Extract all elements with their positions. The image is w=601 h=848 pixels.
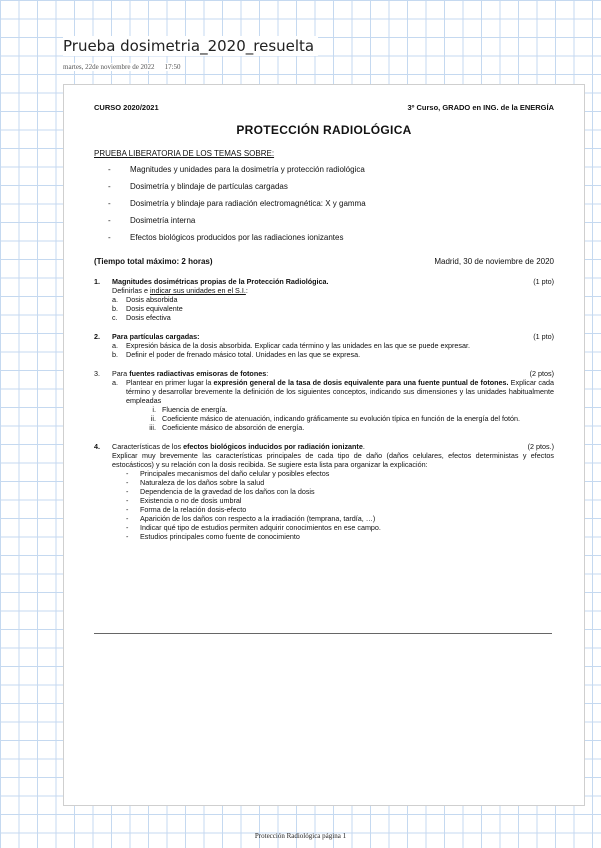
topic-item: - Magnitudes y unidades para la dosimetría y protección radiológica	[108, 165, 365, 174]
question-number: 3.	[94, 369, 100, 378]
topic-item: - Dosimetría interna	[108, 216, 196, 225]
page-footer: Protección Radiológica página 1	[254, 832, 347, 840]
question-2	[94, 332, 554, 359]
list-item: iii. Coeficiente másico de absorción de energía.	[149, 423, 305, 432]
list-item: - Forma de la relación dosis-efecto	[126, 505, 247, 514]
document-header-row	[94, 103, 554, 113]
list-item: b. Definir el poder de frenado másico total. Unidades en las que se expresa.	[112, 350, 361, 359]
list-item: - Estudios principales como fuente de conocimiento	[126, 532, 300, 541]
time-limit: (Tiempo total máximo: 2 horas)	[94, 257, 213, 266]
list-item: - Naturaleza de los daños sobre la salud	[126, 478, 265, 487]
question-4-body: Explicar muy brevemente las características principales de cada tipo de daño (daños celulares, efectos deterministas y efectos estocásticos) y su relación con la dosis recibida. Se sugiere esta lista para organizar la explicación:	[112, 451, 554, 469]
note-date	[63, 63, 185, 71]
divider	[94, 633, 552, 634]
question-title: Magnitudes dosimétricas propias de la Protección Radiológica.	[112, 277, 329, 286]
list-item: - Indicar qué tipo de estudios permiten adquirir conocimientos en ese campo.	[126, 523, 381, 532]
note-time-text: 17:50	[164, 63, 181, 71]
note-header	[63, 36, 583, 74]
list-item: - Dependencia de la gravedad de los daños con la dosis	[126, 487, 315, 496]
document-content	[94, 103, 554, 541]
note-title[interactable]: Prueba dosimetria_2020_resuelta	[63, 36, 318, 56]
question-title: Para fuentes radiactivas emisoras de fotones:	[112, 369, 269, 378]
list-item: i. Fluencia de energía.	[152, 405, 228, 414]
list-item: a. Expresión básica de la dosis absorbida. Explicar cada término y las unidades en las que se puede expresar.	[112, 341, 471, 350]
list-item: b. Dosis equivalente	[112, 304, 183, 313]
document-title: PROTECCIÓN RADIOLÓGICA	[236, 123, 412, 137]
list-item: - Principales mecanismos del daño celular y posibles efectos	[126, 469, 330, 478]
question-3	[94, 369, 554, 432]
question-points: (1 pto)	[533, 332, 554, 341]
topic-item: - Dosimetría y blindaje de partículas cargadas	[108, 182, 288, 191]
embedded-document-page	[63, 84, 585, 806]
degree-label: 3º Curso, GRADO en ING. de la ENERGÍA	[407, 103, 554, 112]
question-number: 1.	[94, 277, 100, 286]
question-1-intro: Definirlas e indicar sus unidades en el S.I.:	[112, 286, 248, 295]
list-item: - Aparición de los daños con respecto a la irradiación (temprana, tardía, …)	[126, 514, 376, 523]
list-item: c. Dosis efectiva	[112, 313, 171, 322]
place-date: Madrid, 30 de noviembre de 2020	[434, 257, 554, 266]
question-4	[94, 442, 554, 541]
question-points: (1 pto)	[533, 277, 554, 286]
intro-heading: PRUEBA LIBERATORIA DE LOS TEMAS SOBRE:	[94, 149, 275, 158]
list-item: a. Dosis absorbida	[112, 295, 178, 304]
time-row	[94, 257, 554, 267]
question-number: 4.	[94, 442, 100, 451]
question-title: Para partículas cargadas:	[112, 332, 200, 341]
note-date-text: martes, 22de noviembre de 2022	[63, 63, 155, 71]
question-title: Características de los efectos biológicos inducidos por radiación ionizante.	[112, 442, 365, 451]
topic-item: - Dosimetría y blindaje para radiación electromagnética: X y gamma	[108, 199, 366, 208]
topic-list	[108, 165, 554, 243]
bullet-list	[126, 469, 554, 541]
question-points: (2 ptos.)	[527, 442, 554, 451]
course-label: CURSO 2020/2021	[94, 103, 159, 112]
list-item: a. Plantear en primer lugar la expresión general de la tasa de dosis equivalente para una fuente puntual de fotones. Explicar cada término y desarrollar brevemente la definición de los siguientes conceptos, indicando sus dimensiones y las unidades habitualmente empleadas	[112, 378, 554, 405]
question-number: 2.	[94, 332, 100, 341]
topic-item: - Efectos biológicos producidos por las radiaciones ionizantes	[108, 233, 344, 242]
list-item: - Existencia o no de dosis umbral	[126, 496, 242, 505]
list-item: ii. Coeficiente másico de atenuación, indicando gráficamente su evolución típica en función de la energía del fotón.	[150, 414, 521, 423]
question-points: (2 ptos)	[529, 369, 554, 378]
question-1	[94, 277, 554, 322]
